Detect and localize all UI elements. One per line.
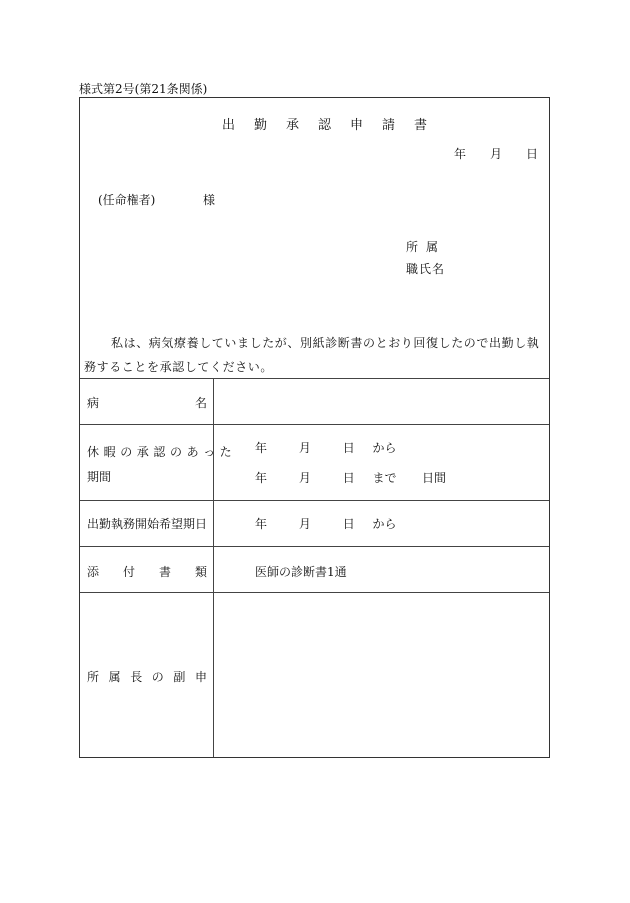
row-divider (80, 424, 549, 425)
affiliation-label: 所属 (406, 240, 447, 254)
leave-period-label-line2: 期間 (87, 470, 112, 484)
return-date-value: 年 月 日 から (255, 517, 397, 531)
honorific-label: 様 (203, 193, 216, 207)
attachments-label: 添 付 書 類 (87, 565, 207, 579)
appointing-authority-label: (任命権者) (98, 193, 156, 207)
date-year-label: 年 (454, 147, 467, 161)
return-date-label: 出勤執務開始希望期日 (87, 517, 208, 531)
supervisor-note-label: 所 属 長 の 副 申 (87, 670, 207, 684)
form-number-label: 様式第2号(第21条関係) (79, 82, 208, 96)
table-top-border (80, 378, 549, 379)
attachments-value: 医師の診断書1通 (255, 565, 347, 579)
column-divider (213, 378, 214, 757)
application-form (79, 97, 550, 758)
row-divider (80, 546, 549, 547)
date-day-label: 日 (526, 147, 539, 161)
date-month-label: 月 (490, 147, 503, 161)
disease-name-label: 病 名 (87, 396, 207, 410)
leave-period-label-line1: 休暇の承認のあった (87, 445, 237, 459)
row-divider (80, 592, 549, 593)
leave-period-to: 年 月 日 まで (255, 471, 397, 485)
leave-days-label: 日間 (422, 471, 447, 485)
leave-period-from: 年 月 日 から (255, 441, 397, 455)
position-name-label: 職氏名 (406, 262, 446, 276)
request-statement: 私は、病気療養していましたが、別紙診断書のとおり回復したので出勤し執務することを承認してください。 (84, 336, 540, 374)
form-title: 出勤承認申請書 (222, 118, 447, 133)
row-divider (80, 500, 549, 501)
